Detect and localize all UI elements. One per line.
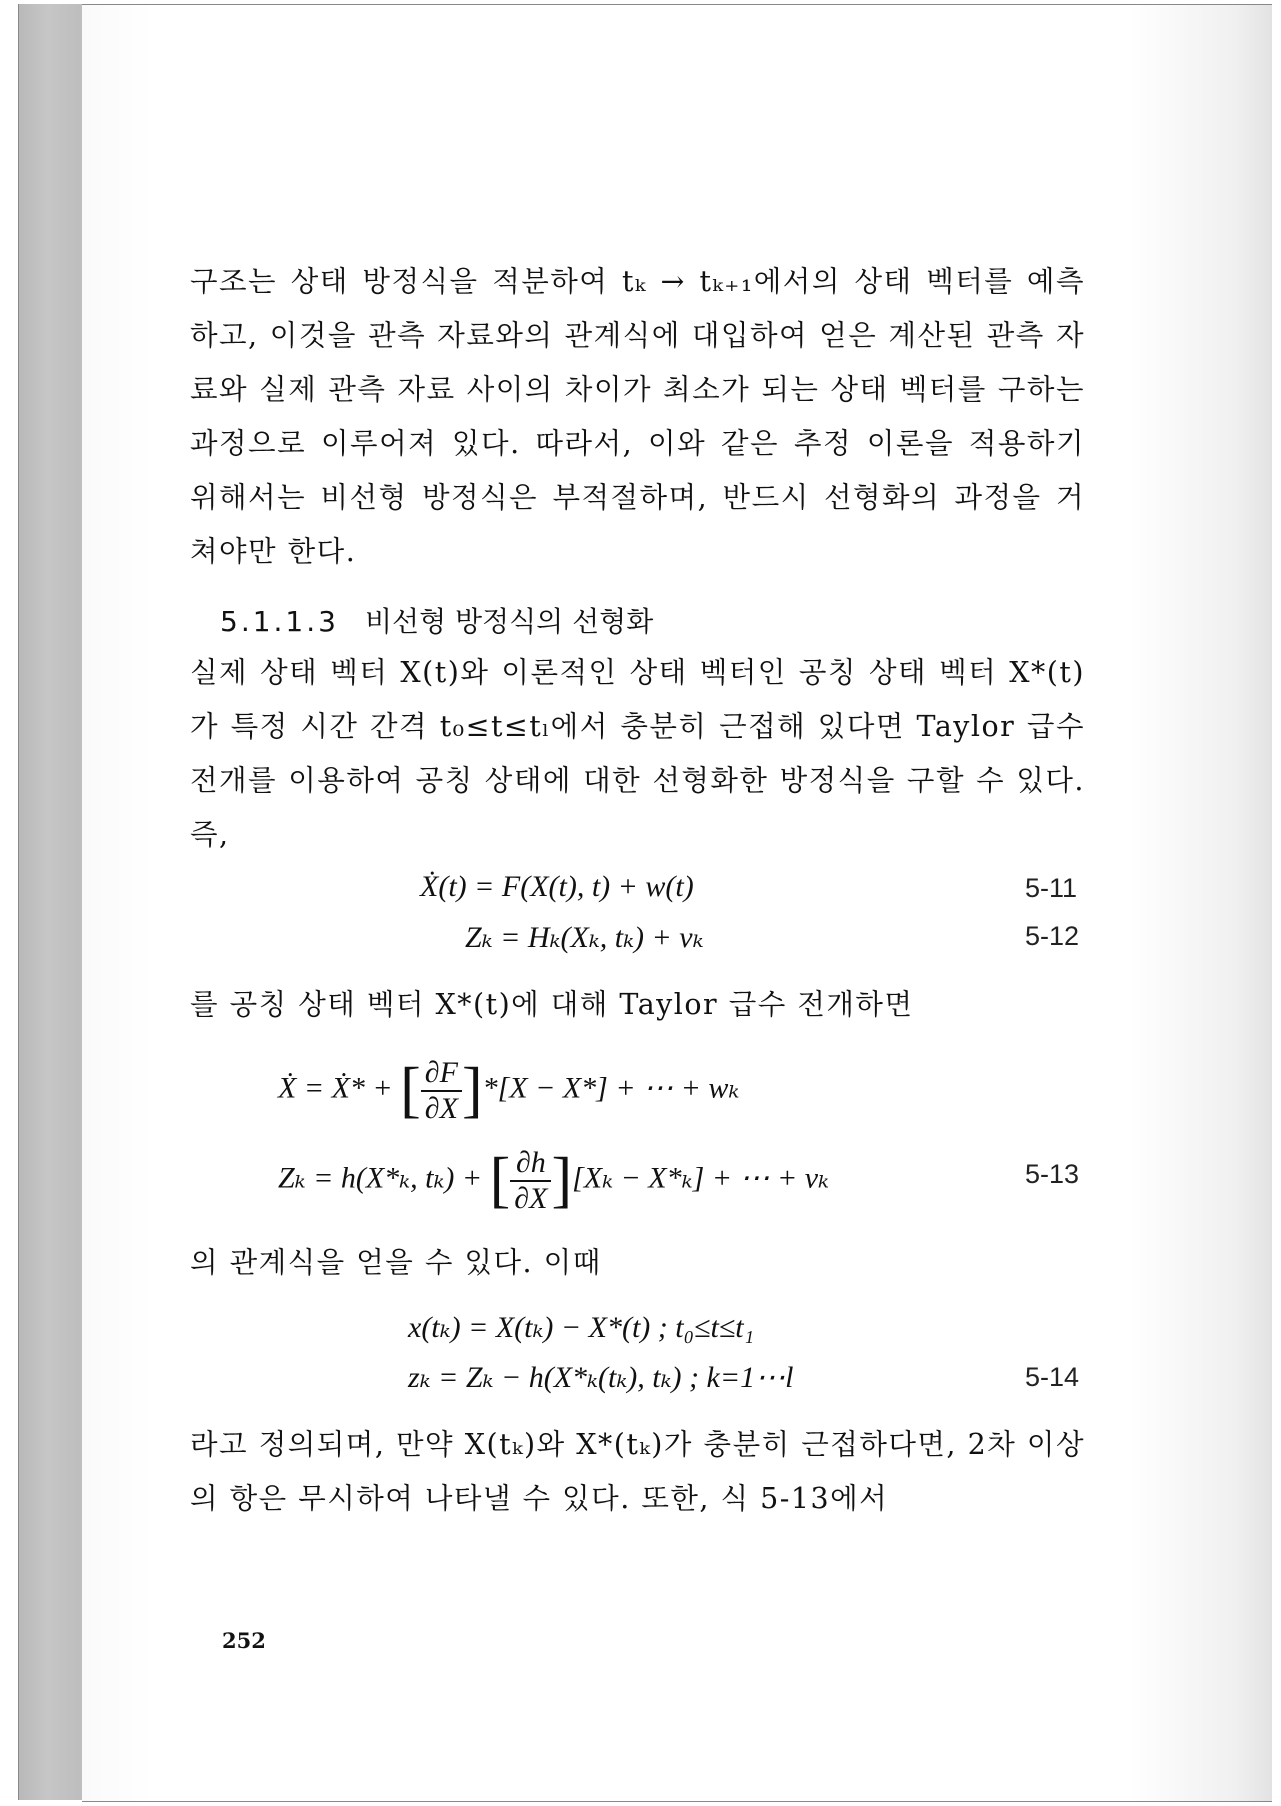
eq13a-rhs: *[X − X*] + ⋯ + wₖ	[482, 1071, 740, 1105]
frac-denominator: ∂X	[514, 1181, 548, 1215]
section-title: 비선형 방정식의 선형화	[364, 605, 654, 638]
paragraph-1: 구조는 상태 방정식을 적분하여 tₖ → tₖ₊₁에서의 상태 벡터를 예측하고, 이것을 관측 자료와의 관계식에 대입하여 얻은 계산된 관측 자료와 실제 관측 자료 사이의 차이가 최소가 되는 상태 벡터를 구하는 과정으로 이루어져 있다. 따라서, 이와 같은 추정 이론을 적용하기 위해서는 비선형 방정식은 부적절하며, 반드시 선형화의 과정을 거쳐야만 한다.	[190, 265, 1085, 568]
paragraph-5: 라고 정의되며, 만약 X(tₖ)와 X*(tₖ)가 충분히 근접하다면, 2차 이상의 항은 무시하여 나타낼 수 있다. 또한, 식 5-13에서	[190, 1428, 1085, 1515]
eq13b-rhs: [Xₖ − X*ₖ] + ⋯ + vₖ	[572, 1161, 829, 1195]
section-number: 5.1.1.3	[220, 605, 339, 638]
frac-numerator: ∂F	[421, 1056, 462, 1092]
section-heading	[220, 600, 653, 640]
frac-denominator: ∂X	[424, 1091, 458, 1125]
equation-number-5-12: 5-12	[1025, 921, 1080, 951]
equation-5-13-second-line	[278, 1145, 829, 1216]
paragraph-2: 실제 상태 벡터 X(t)와 이론적인 상태 벡터인 공칭 상태 벡터 X*(t)가 특정 시간 간격 t₀≤t≤tₗ에서 충분히 근접해 있다면 Taylor 급수 전개를 이용하여 공칭 상태에 대한 선형화한 방정식을 구할 수 있다. 즉,	[190, 656, 1085, 851]
right-bracket: ]	[551, 1146, 573, 1214]
eq13b-lhs: Zₖ = h(X*ₖ, tₖ) +	[278, 1161, 483, 1195]
partial-fraction-f	[421, 1056, 462, 1126]
left-bracket: [	[489, 1146, 511, 1214]
left-bracket: [	[400, 1056, 421, 1124]
partial-fraction-h	[510, 1146, 551, 1216]
equation-number-5-13: 5-13	[1025, 1159, 1080, 1189]
right-bracket: ]	[461, 1056, 483, 1124]
book-spine	[18, 4, 84, 1800]
equation-number-5-14: 5-14	[1025, 1362, 1080, 1392]
paragraph-3: 를 공칭 상태 벡터 X*(t)에 대해 Taylor 급수 전개하면	[190, 988, 914, 1021]
equation-5-13-first-line	[278, 1055, 739, 1126]
equation-5-14-first-line: x(tₖ) = X(tₖ) − X*(t) ; t₀≤t≤t₁	[408, 1311, 755, 1344]
equation-5-11: Ẋ(t) = F(X(t), t) + w(t)	[420, 870, 694, 903]
frac-numerator: ∂h	[510, 1146, 551, 1182]
page-number: 252	[222, 1628, 266, 1653]
eq13a-lhs: Ẋ = Ẋ* +	[278, 1071, 393, 1105]
paragraph-4: 의 관계식을 얻을 수 있다. 이때	[190, 1246, 602, 1279]
equation-5-12: Zₖ = Hₖ(Xₖ, tₖ) + vₖ	[465, 921, 704, 954]
equation-number-5-11: 5-11	[1025, 873, 1078, 903]
equation-5-14-second-line: zₖ = Zₖ − h(X*ₖ(tₖ), tₖ) ; k=1⋯l	[408, 1361, 794, 1394]
